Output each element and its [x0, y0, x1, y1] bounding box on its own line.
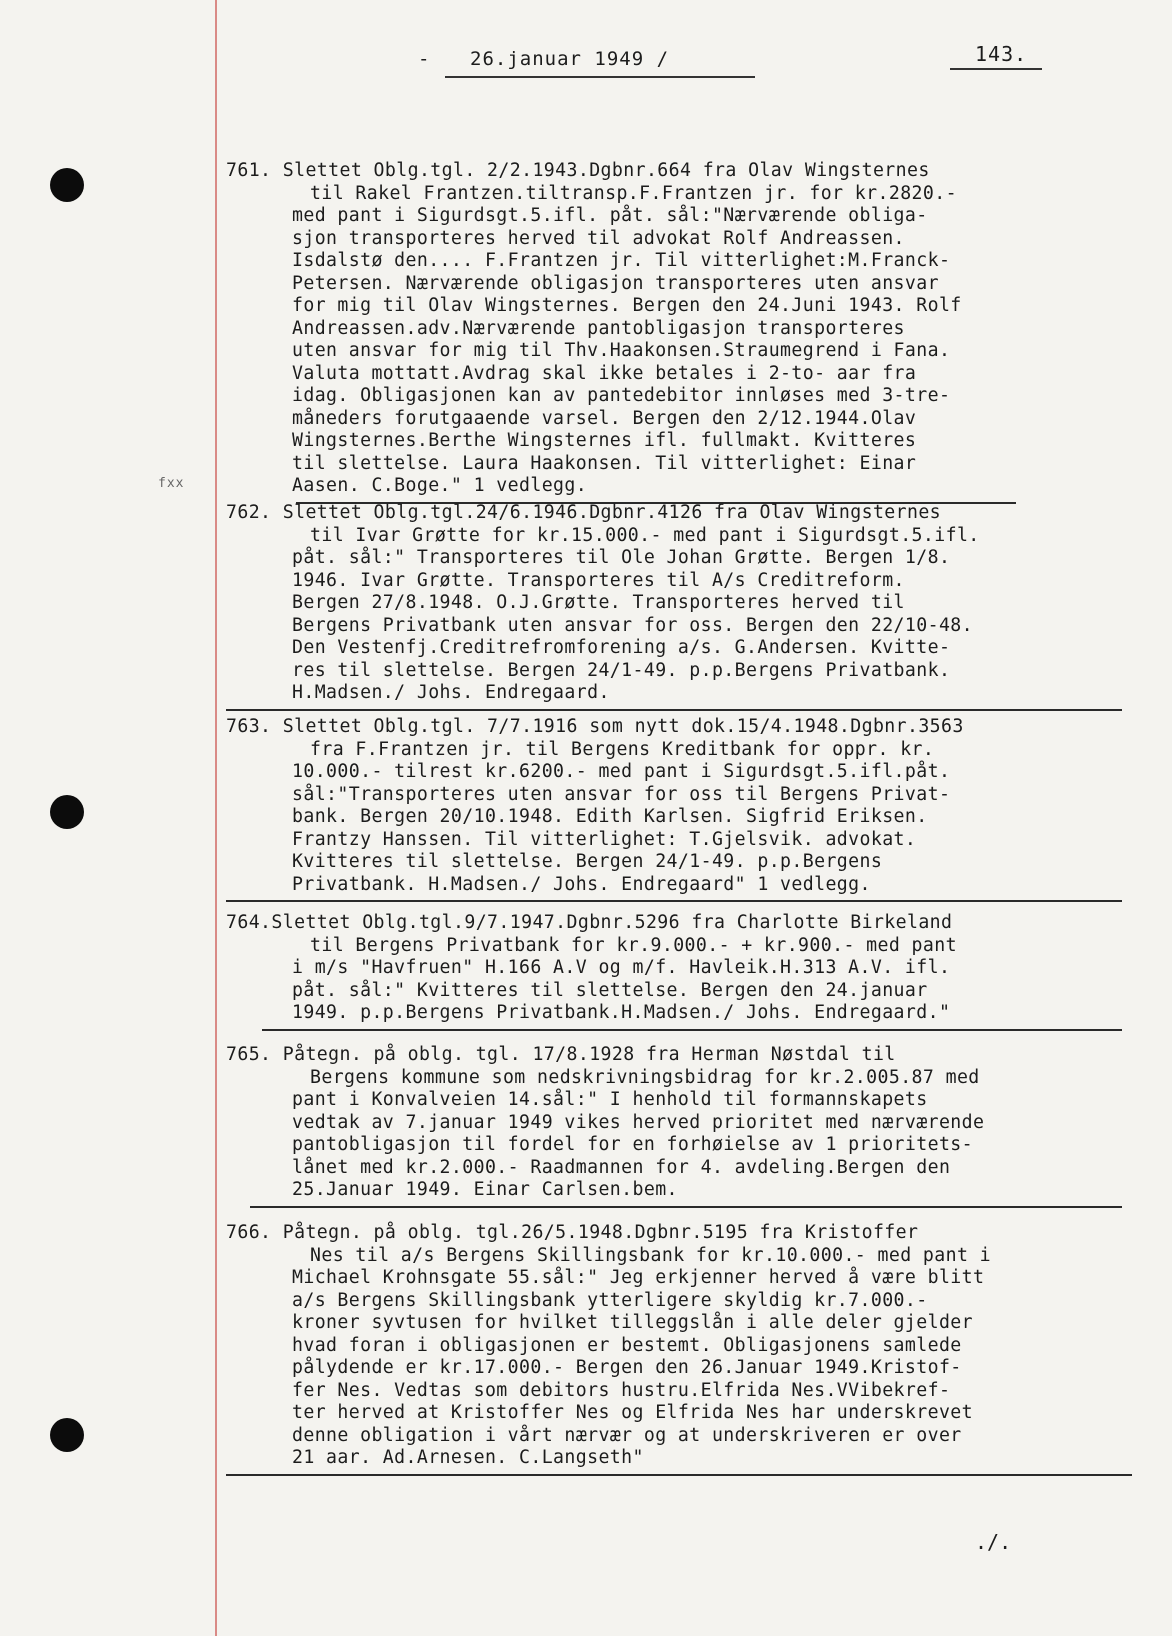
entry-line: 762. Slettet Oblg.tgl.24/6.1946.Dgbnr.4126 fra Olav Wingsternes — [226, 502, 942, 523]
page-date: 26.januar 1949 / — [470, 48, 670, 70]
entry-line: Petersen. Nærværende obligasjon transporteres uten ansvar — [292, 272, 939, 294]
entry-line: i m/s "Havfruen" H.166 A.V og m/f. Havleik.H.313 A.V. ifl. — [292, 957, 951, 978]
ledger-entry — [226, 160, 1126, 498]
margin-note: fxx — [158, 476, 185, 491]
entry-line: pantobligasjon til fordel for en forhøielse av 1 prioritets- — [292, 1134, 973, 1155]
entry-line: sjon transporteres herved til advokat Rolf Andreassen. — [292, 227, 905, 249]
entry-line: 25.Januar 1949. Einar Carlsen.bem. — [292, 1179, 678, 1200]
entry-line: uten ansvar for mig til Thv.Haakonsen.Straumegrend i Fana. — [292, 340, 951, 361]
entry-line: ter herved at Kristoffer Nes og Elfrida Nes har underskrevet — [292, 1402, 973, 1423]
entry-line: 21 aar. Ad.Arnesen. C.Langseth" — [292, 1447, 644, 1468]
page-number: 143. — [975, 42, 1028, 66]
entry-line: bank. Bergen 20/10.1948. Edith Karlsen. Sigfrid Eriksen. — [292, 806, 928, 827]
entry-separator — [250, 1206, 1122, 1208]
entry-line: Bergen 27/8.1948. O.J.Grøtte. Transporteres herved til — [292, 592, 905, 613]
entry-separator — [226, 1474, 1132, 1476]
entry-line: 764.Slettet Oblg.tgl.9/7.1947.Dgbnr.5296 fra Charlotte Birkeland — [226, 912, 953, 933]
punch-hole — [50, 795, 84, 829]
ledger-entry — [226, 1222, 1126, 1470]
entry-separator — [226, 900, 1122, 902]
margin-line — [215, 0, 217, 1636]
entry-line: H.Madsen./ Johs. Endregaard. — [292, 682, 610, 703]
entry-line: Isdalstø den.... F.Frantzen jr. Til vitterlighet:M.Franck- — [292, 250, 951, 271]
entry-separator — [262, 1029, 1122, 1031]
entry-line: 1949. p.p.Bergens Privatbank.H.Madsen./ Johs. Endregaard." — [292, 1002, 951, 1023]
entry-line: Kvitteres til slettelse. Bergen 24/1-49. p.p.Bergens — [292, 851, 883, 872]
end-mark: ./. — [975, 1530, 1012, 1554]
entry-line: Privatbank. H.Madsen./ Johs. Endregaard" 1 vedlegg. — [292, 873, 871, 895]
entry-line: vedtak av 7.januar 1949 vikes herved prioritet med nærværende — [292, 1111, 985, 1133]
entry-line: 763. Slettet Oblg.tgl. 7/7.1916 som nytt dok.15/4.1948.Dgbnr.3563 — [226, 716, 964, 737]
header-underline — [445, 76, 755, 78]
entry-line: sål:"Transporteres uten ansvar for oss til Bergens Privat- — [292, 783, 951, 805]
entry-line: for mig til Olav Wingsternes. Bergen den 24.Juni 1943. Rolf — [292, 295, 962, 316]
entry-line: lånet med kr.2.000.- Raadmannen for 4. avdeling.Bergen den — [292, 1156, 951, 1178]
entry-line: med pant i Sigurdsgt.5.ifl. påt. sål:"Nærværende obliga- — [292, 205, 928, 226]
entry-line: måneders forutgaaende varsel. Bergen den 2/12.1944.Olav — [292, 407, 917, 429]
entry-line: til Rakel Frantzen.tiltransp.F.Frantzen jr. for kr.2820.- — [310, 182, 957, 204]
entry-line: denne obligation i vårt nærvær og at underskriveren er over — [292, 1424, 962, 1446]
ledger-entry — [226, 912, 1126, 1025]
entry-line: 765. Påtegn. på oblg. tgl. 17/8.1928 fra Herman Nøstdal til — [226, 1044, 896, 1065]
entry-line: hvad foran i obligasjonen er bestemt. Obligasjonens samlede — [292, 1334, 962, 1356]
entry-line: Andreassen.adv.Nærværende pantobligasjon transporteres — [292, 317, 905, 339]
entry-line: kroner syvtusen for hvilket tilleggslån i alle deler gjelder — [292, 1312, 973, 1333]
entry-line: Wingsternes.Berthe Wingsternes ifl. fullmakt. Kvitteres — [292, 430, 917, 451]
entry-separator — [226, 709, 1122, 711]
entry-line: idag. Obligasjonen kan av pantedebitor innløses med 3-tre- — [292, 385, 951, 406]
entry-line: Bergens kommune som nedskrivningsbidrag for kr.2.005.87 med — [310, 1066, 980, 1088]
entry-line: res til slettelse. Bergen 24/1-49. p.p.Bergens Privatbank. — [292, 659, 951, 681]
entry-line: 761. Slettet Oblg.tgl. 2/2.1943.Dgbnr.664 fra Olav Wingsternes — [226, 160, 930, 181]
entry-line: fra F.Frantzen jr. til Bergens Kreditbank for oppr. kr. — [310, 738, 935, 760]
entry-line: Valuta mottatt.Avdrag skal ikke betales i 2-to- aar fra — [292, 362, 917, 384]
entry-line: påt. sål:" Transporteres til Ole Johan Grøtte. Bergen 1/8. — [292, 547, 951, 568]
entry-line: Den Vestenfj.Creditrefromforening a/s. G.Andersen. Kvitte- — [292, 637, 951, 658]
entry-line: Frantzy Hanssen. Til vitterlighet: T.Gjelsvik. advokat. — [292, 828, 917, 850]
entry-line: til slettelse. Laura Haakonsen. Til vitterlighet: Einar — [292, 452, 917, 474]
punch-hole — [50, 168, 84, 202]
entry-line: pant i Konvalveien 14.sål:" I henhold til formannskapets — [292, 1089, 928, 1110]
entry-line: 766. Påtegn. på oblg. tgl.26/5.1948.Dgbnr.5195 fra Kristoffer — [226, 1222, 919, 1243]
punch-hole — [50, 1418, 84, 1452]
entry-line: a/s Bergens Skillingsbank ytterligere skyldig kr.7.000.- — [292, 1289, 928, 1311]
entry-line: Aasen. C.Boge." 1 vedlegg. — [292, 475, 588, 496]
ledger-entry — [226, 502, 1126, 705]
entry-line: 1946. Ivar Grøtte. Transporteres til A/s Creditreform. — [292, 569, 905, 591]
entry-line: Michael Krohnsgate 55.sål:" Jeg erkjenner herved å være blitt — [292, 1267, 985, 1288]
entry-line: fer Nes. Vedtas som debitors hustru.Elfrida Nes.VVibekref- — [292, 1379, 951, 1401]
entry-line: 10.000.- tilrest kr.6200.- med pant i Sigurdsgt.5.ifl.påt. — [292, 761, 951, 782]
entry-line: til Ivar Grøtte for kr.15.000.- med pant i Sigurdsgt.5.ifl. — [310, 524, 980, 546]
entry-line: pålydende er kr.17.000.- Bergen den 26.Januar 1949.Kristof- — [292, 1357, 962, 1378]
header-dash: - — [418, 48, 430, 70]
entry-line: til Bergens Privatbank for kr.9.000.- + kr.900.- med pant — [310, 934, 957, 956]
page-number-underline — [950, 68, 1042, 70]
ledger-entry — [226, 1044, 1126, 1202]
entry-line: Nes til a/s Bergens Skillingsbank for kr.10.000.- med pant i — [310, 1244, 991, 1266]
entry-line: påt. sål:" Kvitteres til slettelse. Bergen den 24.januar — [292, 979, 928, 1001]
entry-line: Bergens Privatbank uten ansvar for oss. Bergen den 22/10-48. — [292, 614, 973, 636]
ledger-entry — [226, 716, 1126, 896]
